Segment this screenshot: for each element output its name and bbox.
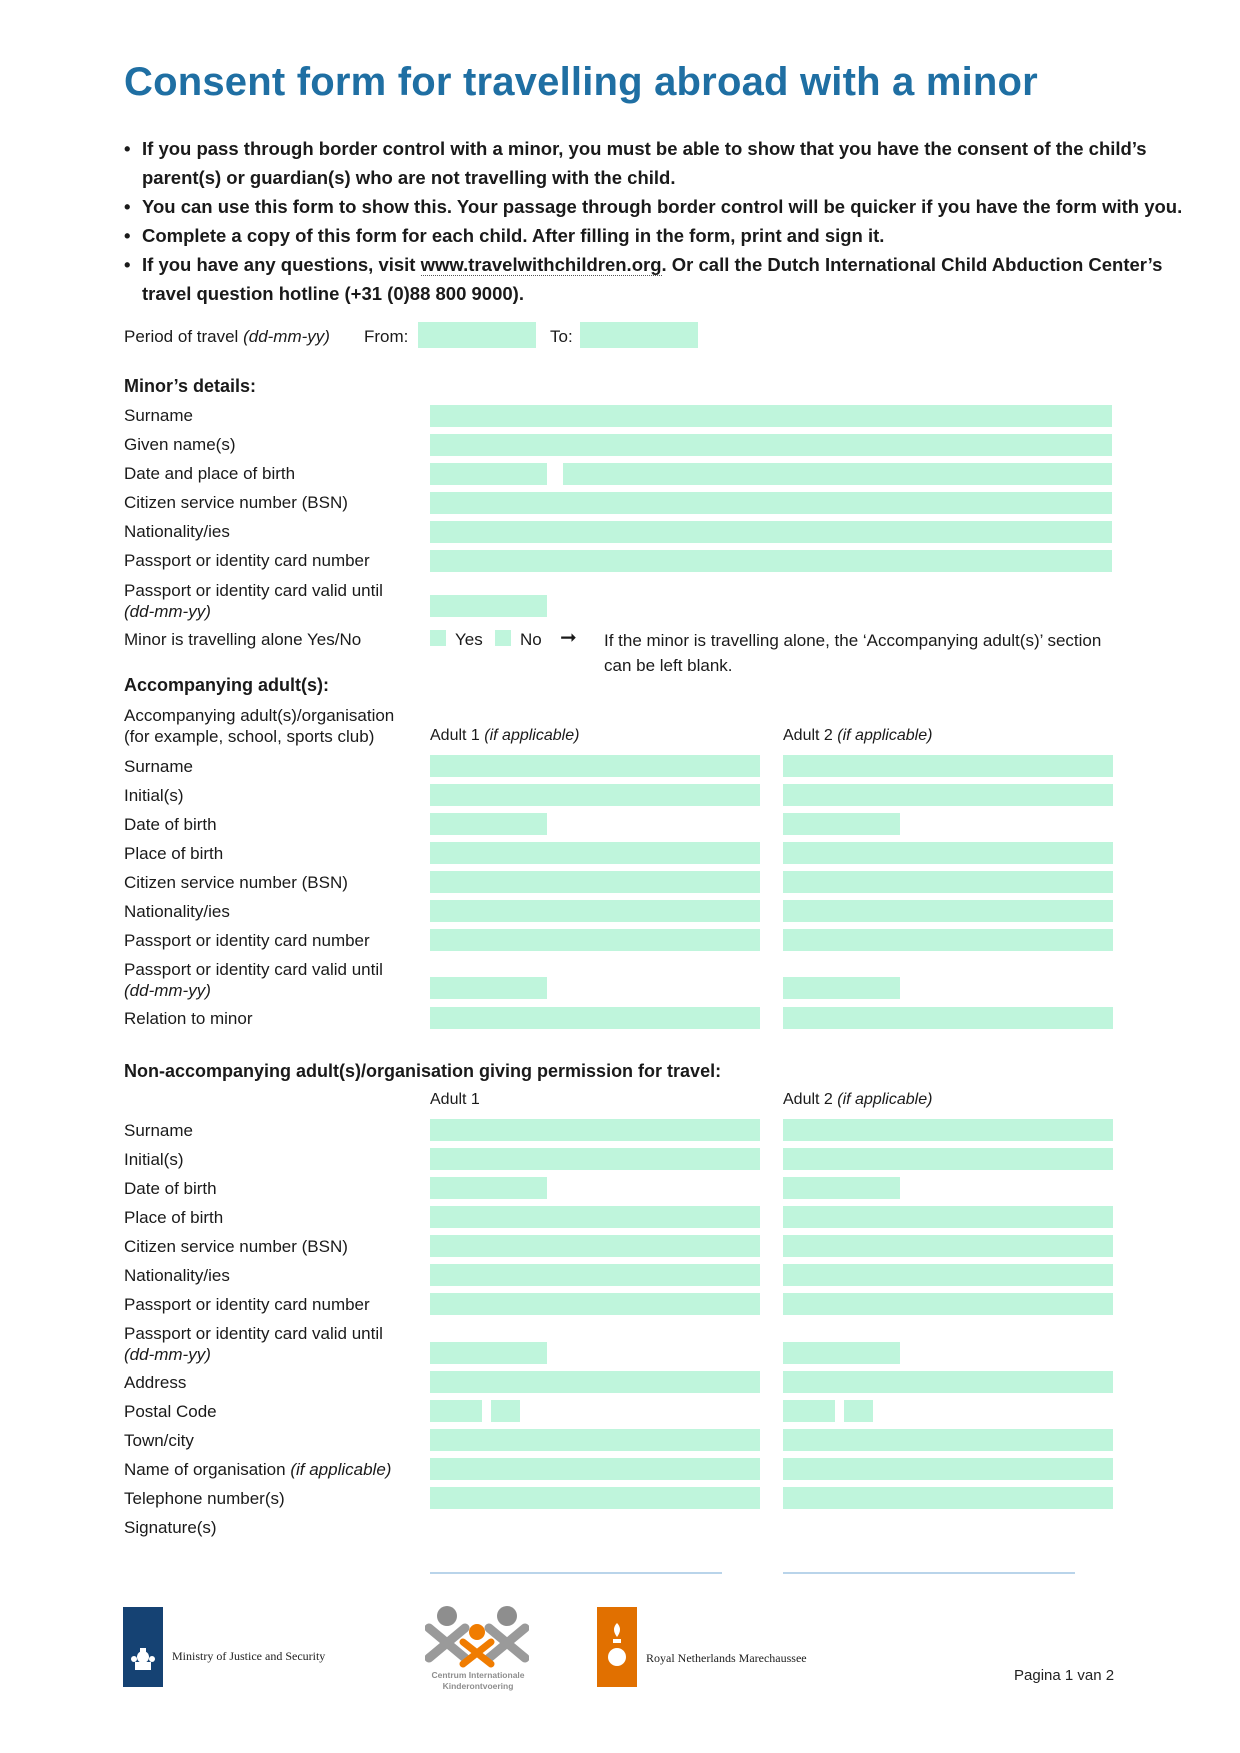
nonacc-surname-label: Surname [124,1121,193,1140]
instruction-item: • You can use this form to show this. Your passage through border control will be quicker if you have the form with you. [124,192,1184,221]
nonacc-adult1-surname-field[interactable] [430,1119,760,1141]
nonacc-adult2-bsn-field[interactable] [783,1235,1113,1257]
nonacc-adult2-valid-until-field[interactable] [783,1342,900,1364]
minor-date-place-birth-label: Date and place of birth [124,464,296,483]
period-from-field[interactable] [418,322,536,348]
nonacc-adult1-phone-field[interactable] [430,1487,760,1509]
arrow-right-icon: ➞ [560,627,577,649]
accompanying-section-heading: Accompanying adult(s): [124,675,330,695]
nonacc-adult2-town-field[interactable] [783,1429,1113,1451]
acc-bsn-label: Citizen service number (BSN) [124,873,348,892]
yes-label: Yes [455,630,483,649]
minor-alone-note: If the minor is travelling alone, the ‘Accompanying adult(s)’ section can be left blank. [604,631,1102,675]
minor-nationality-field[interactable] [430,521,1112,543]
nonacc-adult2-postal-letters-field[interactable] [844,1400,873,1422]
period-to-field[interactable] [580,322,698,348]
nonacc-adult1-postal-digits-field[interactable] [430,1400,482,1422]
nonacc-adult2-postal-digits-field[interactable] [783,1400,835,1422]
minor-given-names-field[interactable] [430,434,1112,456]
nonacc-adult2-nationality-field[interactable] [783,1264,1113,1286]
period-of-travel-label: Period of travel (dd-mm-yy) [124,327,330,346]
acc-pob-label: Place of birth [124,844,224,863]
nonacc-adult2-pob-field[interactable] [783,1206,1113,1228]
acc-adult1-surname-field[interactable] [430,755,760,777]
minor-passport-number-field[interactable] [430,550,1112,572]
nonacc-postal-code-label: Postal Code [124,1402,217,1421]
nonacc-adult1-pob-field[interactable] [430,1206,760,1228]
nonacc-adult1-postal-letters-field[interactable] [491,1400,520,1422]
acc-adult1-passport-number-field[interactable] [430,929,760,951]
nonacc-adult1-dob-field[interactable] [430,1177,547,1199]
acc-surname-label: Surname [124,757,193,776]
acc-adult2-bsn-field[interactable] [783,871,1113,893]
acc-adult1-nationality-field[interactable] [430,900,760,922]
nonacc-adult2-phone-field[interactable] [783,1487,1113,1509]
instruction-item: • If you pass through border control with a minor, you must be able to show that you have the consent of the child’s parent(s) or guardian(s) who are not travelling with the child. [124,134,1184,192]
from-label: From: [364,327,409,346]
page-number: Pagina 1 van 2 [1014,1667,1115,1684]
marechaussee-logo [597,1607,637,1687]
nonacc-phone-label: Telephone number(s) [124,1489,285,1508]
nonacc-adult2-passport-number-field[interactable] [783,1293,1113,1315]
nonacc-org-name-label: Name of organisation (if applicable) [124,1460,392,1479]
acc-initials-label: Initial(s) [124,786,184,805]
acc-valid-until-label: Passport or identity card valid until (dd-mm-yy) [124,960,383,1000]
acc-adult1-pob-field[interactable] [430,842,760,864]
nonacc-adult2-dob-field[interactable] [783,1177,900,1199]
nonacc-adult1-header: Adult 1 [430,1091,480,1108]
minor-alone-yes-checkbox[interactable] [430,630,446,646]
nonacc-valid-until-label: Passport or identity card valid until (dd-mm-yy) [124,1324,383,1364]
page-title: Consent form for travelling abroad with a minor [124,60,1038,104]
instructions-list [124,134,1184,308]
minor-passport-number-label: Passport or identity card number [124,551,370,570]
nonacc-passport-number-label: Passport or identity card number [124,1295,370,1314]
nonacc-adult1-initials-field[interactable] [430,1148,760,1170]
acc-passport-number-label: Passport or identity card number [124,931,370,950]
minor-given-names-label: Given name(s) [124,435,236,454]
minor-bsn-label: Citizen service number (BSN) [124,493,348,512]
nonacc-adult1-bsn-field[interactable] [430,1235,760,1257]
nonacc-adult1-nationality-field[interactable] [430,1264,760,1286]
minor-place-of-birth-field[interactable] [563,463,1112,485]
acc-adult2-valid-until-field[interactable] [783,977,900,999]
marechaussee-name: Royal Netherlands Marechaussee [646,1651,807,1665]
acc-adult2-passport-number-field[interactable] [783,929,1113,951]
instruction-item: • If you have any questions, visit www.travelwithchildren.org. Or call the Dutch International Child Abduction Center’s travel question hotline (+31 (0)88 800 9000). [124,250,1184,308]
acc-adult1-bsn-field[interactable] [430,871,760,893]
nonacc-adult1-passport-number-field[interactable] [430,1293,760,1315]
nonacc-adult2-surname-field[interactable] [783,1119,1113,1141]
minor-bsn-field[interactable] [430,492,1112,514]
ministry-logo [123,1607,163,1687]
nonacc-adult1-org-name-field[interactable] [430,1458,760,1480]
minor-surname-label: Surname [124,406,193,425]
children-figures-icon [425,1602,529,1668]
nonacc-bsn-label: Citizen service number (BSN) [124,1237,348,1256]
acc-adult2-dob-field[interactable] [783,813,900,835]
acc-adult2-relation-field[interactable] [783,1007,1113,1029]
nonacc-adult2-initials-field[interactable] [783,1148,1113,1170]
minor-alone-no-checkbox[interactable] [495,630,511,646]
coat-of-arms-icon [123,1607,163,1687]
grenade-emblem-icon [597,1607,637,1687]
nonacc-initials-label: Initial(s) [124,1150,184,1169]
accompanying-adult2-header: Adult 2 (if applicable) [783,727,933,744]
acc-dob-label: Date of birth [124,815,217,834]
minor-nationality-label: Nationality/ies [124,522,230,541]
acc-adult1-initials-field[interactable] [430,784,760,806]
to-label: To: [550,327,573,346]
minor-date-of-birth-field[interactable] [430,463,547,485]
acc-adult2-nationality-field[interactable] [783,900,1113,922]
acc-adult1-relation-field[interactable] [430,1007,760,1029]
ciko-logo [425,1602,529,1668]
non-accompanying-section-heading: Non-accompanying adult(s)/organisation giving permission for travel: [124,1061,722,1081]
minor-section-heading: Minor’s details: [124,376,257,396]
nonacc-adult1-address-field[interactable] [430,1371,760,1393]
minor-valid-until-label: Passport or identity card valid until (dd-mm-yy) [124,581,383,621]
acc-adult2-initials-field[interactable] [783,784,1113,806]
nonacc-pob-label: Place of birth [124,1208,224,1227]
nonacc-nationality-label: Nationality/ies [124,1266,230,1285]
nonacc-address-label: Address [124,1373,187,1392]
nonacc-adult2-org-name-field[interactable] [783,1458,1113,1480]
nonacc-signature-label: Signature(s) [124,1518,217,1537]
nonacc-adult1-signature-line[interactable] [430,1572,722,1574]
ministry-name: Ministry of Justice and Security [172,1649,326,1663]
instruction-item: • Complete a copy of this form for each child. After filling in the form, print and sign it. [124,221,1184,250]
nonacc-dob-label: Date of birth [124,1179,217,1198]
acc-adult1-valid-until-field[interactable] [430,977,547,999]
acc-adult2-surname-field[interactable] [783,755,1113,777]
nonacc-adult1-valid-until-field[interactable] [430,1342,547,1364]
nonacc-adult2-address-field[interactable] [783,1371,1113,1393]
nonacc-town-label: Town/city [124,1431,194,1450]
accompanying-adult1-header: Adult 1 (if applicable) [430,727,580,744]
nonacc-adult1-town-field[interactable] [430,1429,760,1451]
nonacc-adult2-header: Adult 2 (if applicable) [783,1091,933,1108]
minor-alone-label: Minor is travelling alone Yes/No [124,630,362,649]
acc-adult1-dob-field[interactable] [430,813,547,835]
accompanying-org-label: Accompanying adult(s)/organisation (for example, school, sports club) [124,706,395,746]
no-label: No [520,630,542,649]
acc-nationality-label: Nationality/ies [124,902,230,921]
minor-valid-until-field[interactable] [430,595,547,617]
acc-relation-label: Relation to minor [124,1009,253,1028]
acc-adult2-pob-field[interactable] [783,842,1113,864]
ciko-name: Centrum Internationale Kinderontvoering [431,1670,525,1691]
website-link[interactable]: www.travelwithchildren.org [420,254,662,275]
nonacc-adult2-signature-line[interactable] [783,1572,1075,1574]
minor-surname-field[interactable] [430,405,1112,427]
